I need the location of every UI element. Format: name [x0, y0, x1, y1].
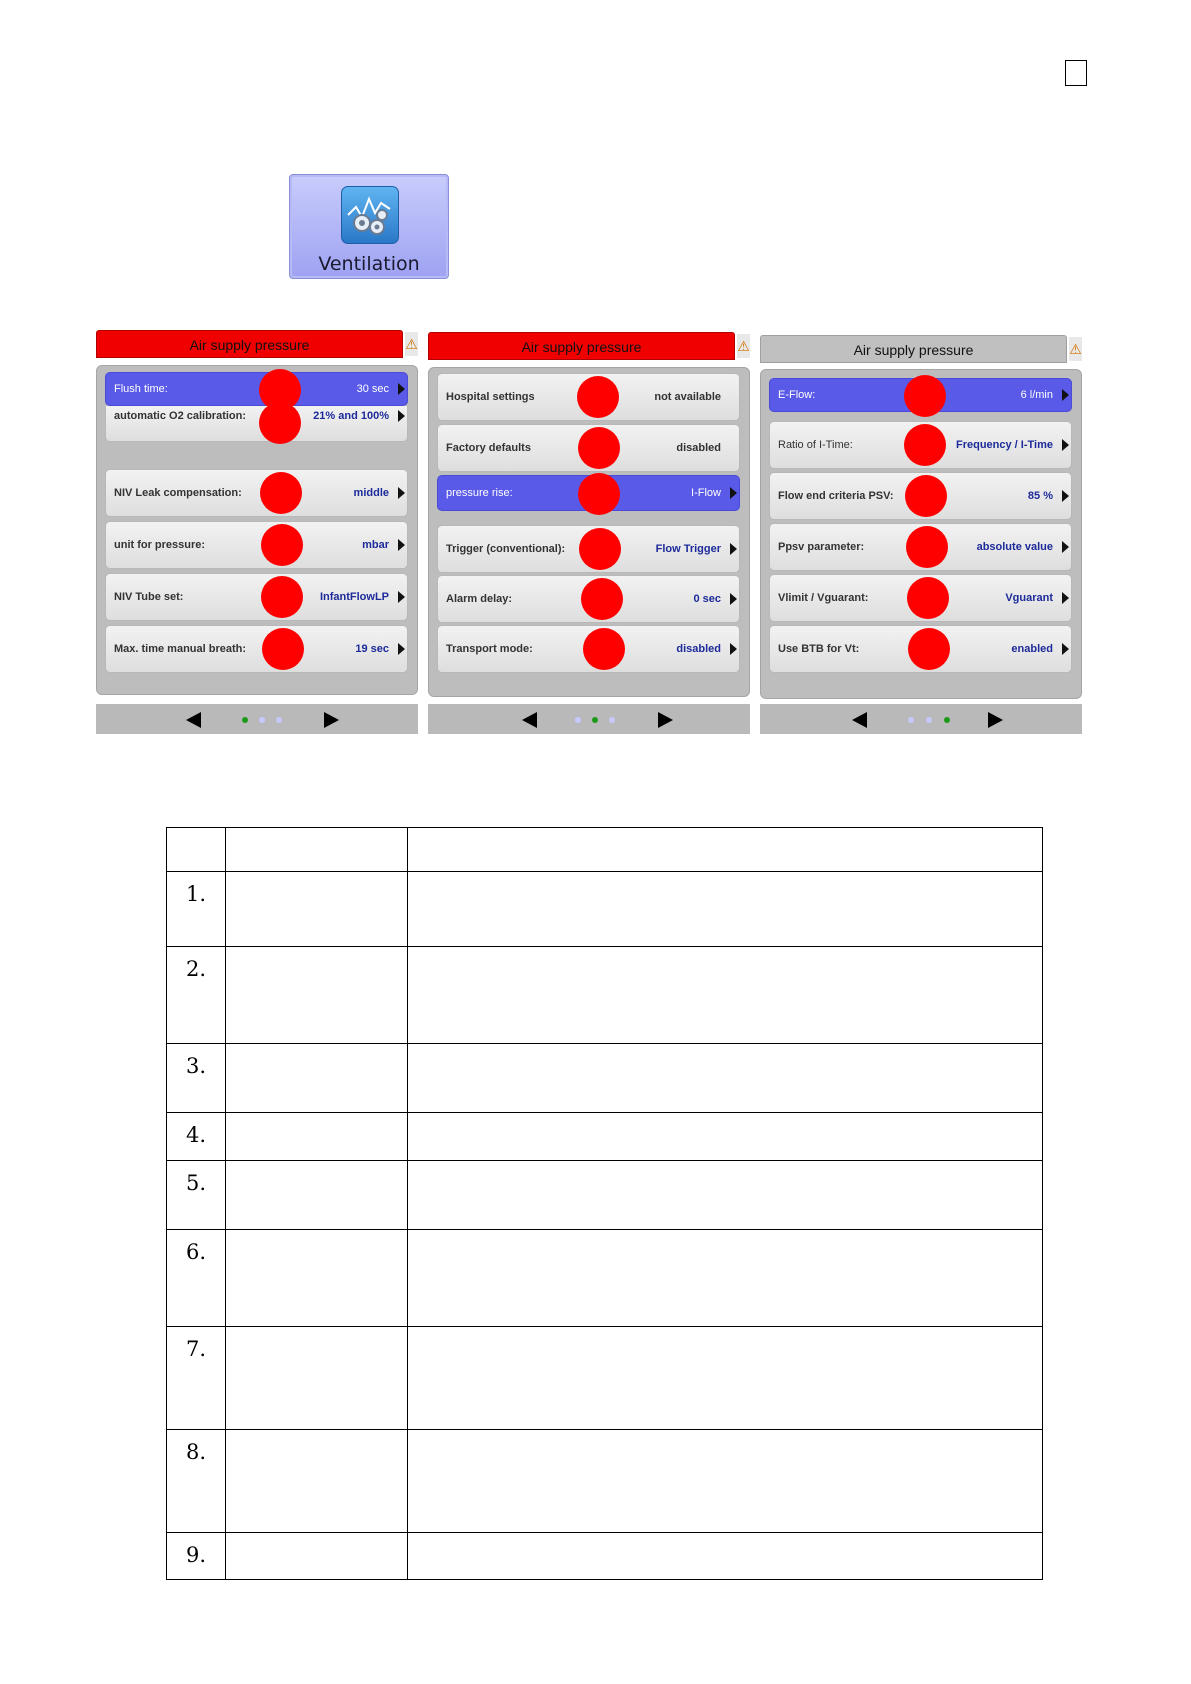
- setting-label: E-Flow:: [778, 389, 816, 401]
- setting-label: Vlimit / Vguarant:: [778, 592, 869, 604]
- setting-row-flush-time[interactable]: [105, 372, 408, 406]
- setting-label: Ratio of I-Time:: [778, 439, 853, 451]
- row-number: 8.: [167, 1430, 226, 1533]
- chevron-right-icon: [1062, 490, 1069, 502]
- screen-title: Air supply pressure: [96, 330, 403, 358]
- setting-row-transport-mode[interactable]: [437, 625, 740, 673]
- marker-dot: [908, 628, 950, 670]
- settings-panel: [428, 367, 750, 697]
- setting-value: 0 sec: [693, 593, 721, 605]
- marker-dot: [904, 424, 946, 466]
- setting-row-pressure-unit[interactable]: [105, 521, 408, 569]
- setting-row-manual-breath[interactable]: [105, 625, 408, 673]
- marker-dot: [259, 402, 301, 444]
- setting-value: Vguarant: [1005, 592, 1053, 604]
- setting-label: Factory defaults: [446, 442, 531, 454]
- setting-row-alarm-delay[interactable]: [437, 575, 740, 623]
- setting-label: pressure rise:: [446, 487, 513, 499]
- marker-dot: [578, 427, 620, 469]
- marker-dot: [581, 578, 623, 620]
- table-row: [167, 1113, 1043, 1161]
- row-number: 9.: [167, 1533, 226, 1580]
- marker-dot: [579, 528, 621, 570]
- alarm-bell-icon[interactable]: ⚠: [737, 334, 750, 358]
- setting-label: Transport mode:: [446, 643, 533, 655]
- marker-dot: [577, 376, 619, 418]
- setting-value: disabled: [676, 442, 721, 454]
- setting-value: Flow Trigger: [655, 543, 721, 555]
- table-row: [167, 872, 1043, 947]
- setting-row-niv-tube[interactable]: [105, 573, 408, 621]
- page-indicator-dot: [575, 717, 581, 723]
- setting-value: disabled: [676, 643, 721, 655]
- marker-dot: [907, 577, 949, 619]
- setting-value: Frequency / I-Time: [956, 439, 1053, 451]
- setting-value: mbar: [362, 539, 389, 551]
- page-indicator-dot: [944, 717, 950, 723]
- chevron-right-icon: [730, 543, 737, 555]
- settings-panel: [96, 365, 418, 695]
- alarm-bell-icon[interactable]: ⚠: [1069, 337, 1082, 361]
- page-indicator-dot: [592, 717, 598, 723]
- ventilation-tile[interactable]: [289, 174, 449, 279]
- setting-label: NIV Tube set:: [114, 591, 184, 603]
- setting-value: middle: [353, 487, 389, 499]
- setting-row-factory-defaults[interactable]: [437, 424, 740, 472]
- chevron-right-icon: [398, 539, 405, 551]
- arrow-right-icon[interactable]: [658, 712, 673, 728]
- arrow-left-icon[interactable]: [186, 712, 201, 728]
- setting-label: Max. time manual breath:: [114, 643, 247, 655]
- settings-screen-2: [428, 330, 750, 734]
- setting-label: unit for pressure:: [114, 539, 206, 551]
- screen-title: Air supply pressure: [428, 332, 735, 360]
- table-row: [167, 1533, 1043, 1580]
- marker-dot: [262, 628, 304, 670]
- setting-value: absolute value: [976, 541, 1053, 553]
- chevron-right-icon: [1062, 592, 1069, 604]
- page-navigation: [428, 704, 750, 734]
- setting-row-btb-vt[interactable]: [769, 625, 1072, 673]
- row-number: 5.: [167, 1161, 226, 1230]
- setting-label: NIV Leak compensation:: [114, 487, 242, 499]
- setting-row-ppsv-parameter[interactable]: [769, 523, 1072, 571]
- setting-row-vlimit-vguarant[interactable]: [769, 574, 1072, 622]
- settings-screen-1: [96, 330, 418, 734]
- marker-dot: [583, 628, 625, 670]
- chevron-right-icon: [1062, 541, 1069, 553]
- page-indicator-dot: [926, 717, 932, 723]
- ventilation-label: Ventilation: [318, 253, 420, 275]
- setting-value: 85 %: [1027, 490, 1053, 502]
- page-indicator-dot: [609, 717, 615, 723]
- chevron-right-icon: [730, 643, 737, 655]
- setting-value: not available: [654, 391, 721, 403]
- chevron-right-icon: [1062, 643, 1069, 655]
- row-number: 6.: [167, 1230, 226, 1327]
- setting-row-pressure-rise[interactable]: [437, 475, 740, 511]
- marker-dot: [905, 475, 947, 517]
- chevron-right-icon: [730, 487, 737, 499]
- setting-row-hospital-settings[interactable]: [437, 373, 740, 421]
- marker-dot: [578, 473, 620, 515]
- page-navigation: [96, 704, 418, 734]
- setting-value: I-Flow: [691, 487, 721, 499]
- setting-label: automatic O2 calibration:: [114, 410, 247, 422]
- page-indicator-dot: [242, 717, 248, 723]
- setting-label: Flow end criteria PSV:: [778, 490, 894, 502]
- arrow-right-icon[interactable]: [324, 712, 339, 728]
- table-header-row: [167, 828, 1043, 872]
- row-number: 2.: [167, 947, 226, 1044]
- setting-label: Ppsv parameter:: [778, 541, 865, 553]
- table-row: [167, 1327, 1043, 1430]
- arrow-left-icon[interactable]: [522, 712, 537, 728]
- page-indicator-dot: [276, 717, 282, 723]
- setting-row-trigger[interactable]: [437, 525, 740, 573]
- setting-row-niv-leak[interactable]: [105, 469, 408, 517]
- settings-panel: [760, 369, 1082, 699]
- setting-row-e-flow[interactable]: [769, 378, 1072, 412]
- row-number: 4.: [167, 1113, 226, 1161]
- table-row: [167, 1161, 1043, 1230]
- legend-table: [166, 827, 1043, 1580]
- chevron-right-icon: [398, 383, 405, 395]
- setting-label: Flush time:: [114, 383, 168, 395]
- setting-value: InfantFlowLP: [319, 591, 389, 603]
- chevron-right-icon: [398, 487, 405, 499]
- corner-checkbox: [1065, 60, 1087, 86]
- chevron-right-icon: [1062, 389, 1069, 401]
- table-row: [167, 947, 1043, 1044]
- setting-row-ratio-itime[interactable]: [769, 421, 1072, 469]
- setting-value: 30 sec: [356, 383, 389, 395]
- setting-label: Alarm delay:: [446, 593, 513, 605]
- marker-dot: [904, 375, 946, 417]
- row-number: 7.: [167, 1327, 226, 1430]
- setting-label: Trigger (conventional):: [446, 543, 566, 555]
- row-number: 1.: [167, 872, 226, 947]
- page-indicator-dot: [908, 717, 914, 723]
- marker-dot: [261, 524, 303, 566]
- table-row: [167, 1430, 1043, 1533]
- setting-value: enabled: [1011, 643, 1053, 655]
- row-number: 3.: [167, 1044, 226, 1113]
- chevron-right-icon: [1062, 439, 1069, 451]
- chevron-right-icon: [398, 410, 405, 422]
- setting-value: 21% and 100%: [313, 410, 389, 422]
- page-indicator-dot: [259, 717, 265, 723]
- setting-value: 19 sec: [355, 643, 389, 655]
- setting-label: Hospital settings: [446, 391, 535, 403]
- table-row: [167, 1230, 1043, 1327]
- settings-screen-3: [760, 330, 1082, 734]
- setting-row-o2-calibration[interactable]: [105, 406, 408, 442]
- chevron-right-icon: [730, 593, 737, 605]
- marker-dot: [260, 472, 302, 514]
- arrow-right-icon[interactable]: [988, 712, 1003, 728]
- screen-title: Air supply pressure: [760, 335, 1067, 363]
- setting-label: Use BTB for Vt:: [778, 643, 860, 655]
- table-row: [167, 1044, 1043, 1113]
- setting-row-flow-end-psv[interactable]: [769, 472, 1072, 520]
- page-navigation: [760, 704, 1082, 734]
- alarm-bell-icon[interactable]: ⚠: [405, 332, 418, 356]
- ventilation-settings-icon: [341, 186, 399, 244]
- marker-dot: [261, 576, 303, 618]
- arrow-left-icon[interactable]: [852, 712, 867, 728]
- chevron-right-icon: [398, 643, 405, 655]
- chevron-right-icon: [398, 591, 405, 603]
- setting-value: 6 l/min: [1020, 389, 1053, 401]
- marker-dot: [906, 526, 948, 568]
